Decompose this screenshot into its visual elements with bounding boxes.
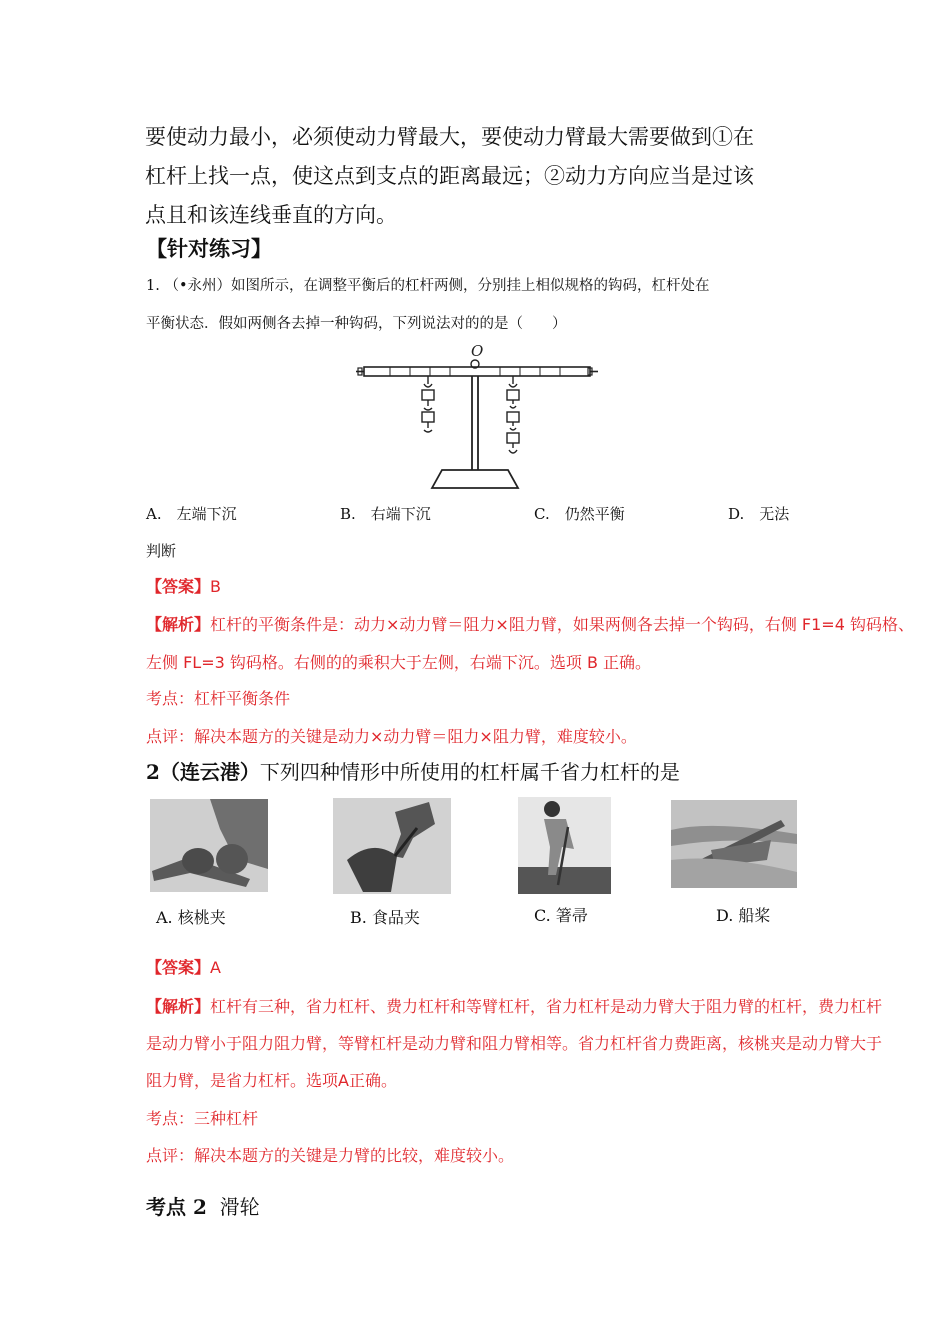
q2-comment: 点评：解决本题方的关键是力臂的比较，难度较小。 — [146, 1146, 515, 1165]
caption-b: B. 食品夹 — [350, 908, 420, 927]
photo-broom — [518, 797, 611, 894]
q2-answer — [146, 955, 221, 978]
pivot-label: O — [471, 342, 484, 360]
caption-d: D. 船桨 — [716, 906, 771, 925]
q2-analysis-line-3: 阻力臂，是省力杠杆。选项A正确。 — [146, 1071, 397, 1090]
q1-option-d: D. 无法 — [728, 505, 790, 523]
q1-line-2: 平衡状态．假如两侧各去掉一种钩码，下列说法对的的是（ ） — [146, 316, 567, 332]
q2-analysis-line-1 — [146, 994, 882, 1017]
analysis-text: 杠杆有三种，省力杠杆、费力杠杆和等臂杠杆，省力杠杆是动力臂大于阻力臂的杠杆，费力杠杆 — [210, 997, 883, 1016]
q1-point: 考点：杠杆平衡条件 — [146, 689, 291, 708]
answer-value: B — [210, 577, 221, 596]
analysis-tag: 【解析】 — [146, 615, 211, 634]
q2-text: 下列四种情形中所使用的杠杆属千省力杠杆的是 — [259, 760, 680, 784]
caption-c: C. 箸帚 — [534, 906, 588, 925]
intro-line-3: 点且和该连线垂直的方向。 — [145, 203, 397, 227]
q1-option-a: A. 左端下沉 — [146, 505, 237, 523]
q1-analysis-line-1 — [146, 612, 914, 635]
q1-comment: 点评：解决本题方的关键是动力×动力臂＝阻力×阻力臂，难度较小。 — [146, 727, 637, 746]
q1-option-d-continued: 判断 — [146, 542, 177, 560]
q2-analysis-line-2: 是动力臂小于阻力阻力臂，等臂杠杆是动力臂和阻力臂相等。省力杠杆省力费距离，核桃夹是动力臂大于 — [146, 1034, 883, 1053]
caption-a: A. 核桃夹 — [156, 908, 226, 927]
q1-line-1: 1. （•永州）如图所示，在调整平衡后的杠杆两侧，分别挂上相似规格的钩码，杠杆处在 — [146, 278, 710, 294]
answer-value: A — [210, 958, 221, 977]
q1-answer — [146, 574, 221, 597]
q2-number: 2（连云港） — [146, 760, 260, 784]
section-title: 【针对练习】 — [146, 237, 272, 261]
photo-oar — [671, 800, 797, 888]
topic-label: 考点 2 — [146, 1195, 207, 1219]
topic-text: 滑轮 — [219, 1195, 260, 1219]
analysis-tag: 【解析】 — [146, 997, 211, 1016]
topic-heading — [146, 1191, 260, 1220]
q1-option-c: C. 仍然平衡 — [534, 505, 625, 523]
q2-stem — [146, 756, 680, 785]
intro-line-2: 杠杆上找一点，使这点到支点的距离最远；②动力方向应当是过该 — [145, 164, 754, 188]
photo-walnut-cracker — [150, 799, 268, 892]
answer-tag: 【答案】 — [146, 958, 211, 977]
q1-option-b: B. 右端下沉 — [340, 505, 431, 523]
intro-line-1: 要使动力最小，必须使动力臂最大，要使动力臂最大需要做到①在 — [145, 125, 754, 149]
analysis-text: 杠杆的平衡条件是：动力×动力臂＝阻力×阻力臂，如果两侧各去掉一个钩码，右侧 F1=4 钩码格、 — [210, 615, 914, 634]
photo-food-tongs — [333, 798, 451, 894]
answer-tag: 【答案】 — [146, 577, 211, 596]
q1-analysis-line-2: 左侧 FL=3 钩码格。右侧的的乘积大于左侧，右端下沉。选项 B 正确。 — [146, 653, 652, 672]
q2-point: 考点：三种杠杆 — [146, 1109, 259, 1128]
lever-figure — [350, 338, 600, 490]
intro-paragraph — [145, 118, 825, 235]
